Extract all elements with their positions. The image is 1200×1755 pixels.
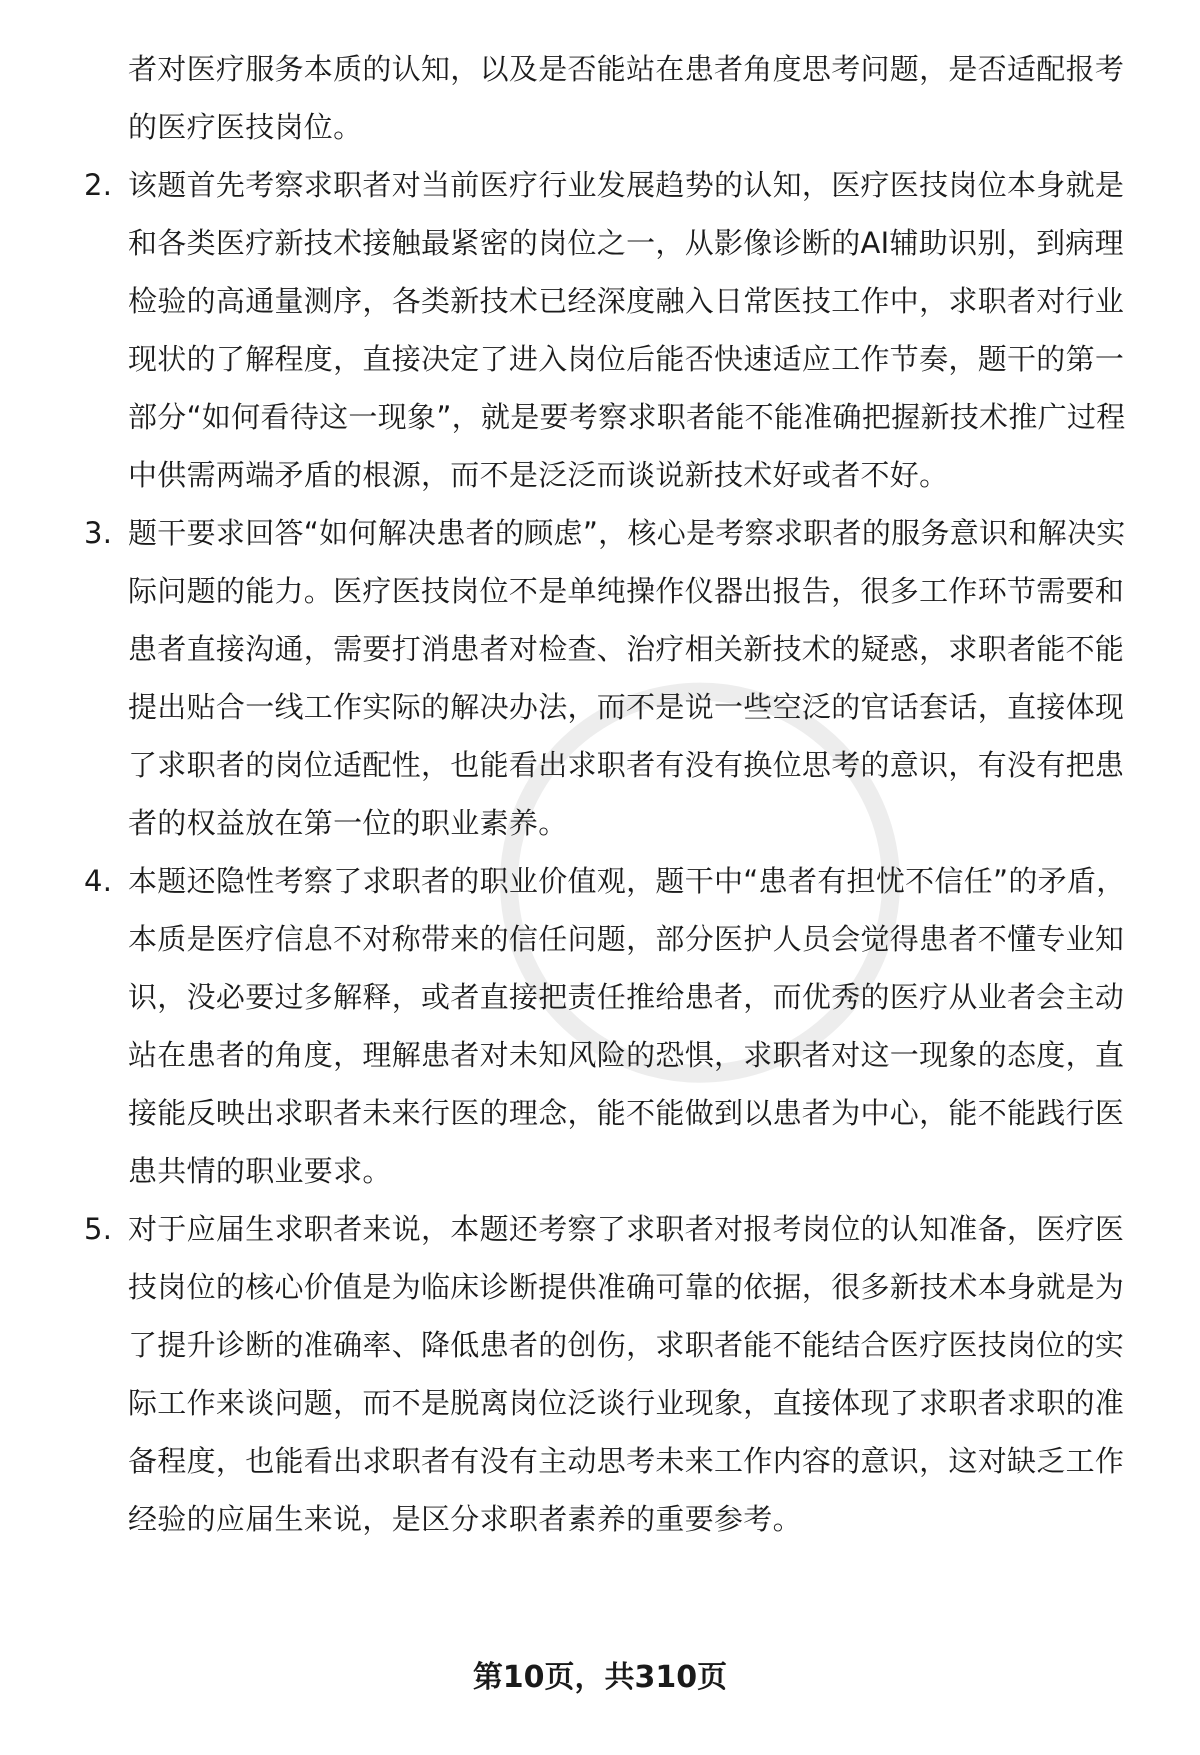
list-item [0,852,1200,1200]
list-item-text: 题干要求回答“如何解决患者的顾虑”，核心是考察求职者的服务意识和解决实际问题的能力。医疗医技岗位不是单纯操作仪器出报告，很多工作环节需要和患者直接沟通，需要打消患者对检查、治疗相关新技术的疑惑，求职者能不能提出贴合一线工作实际的解决办法，而不是说一些空泛的官话套话，直接体现了求职者的岗位适配性，也能看出求职者有没有换位思考的意识，有没有把患者的权益放在第一位的职业素养。 [128,516,1126,840]
list-item-number: 4. [84,864,113,898]
page-footer: 第10页，共310页 [472,1660,728,1695]
list-item-number: 3. [84,516,113,550]
list-item [0,1200,1200,1548]
document-body [0,40,1200,1548]
list-item-text: 该题首先考察求职者对当前医疗行业发展趋势的认知，医疗医技岗位本身就是和各类医疗新技术接触最紧密的岗位之一，从影像诊断的AI辅助识别，到病理检验的高通量测序，各类新技术已经深度融入日常医技工作中，求职者对行业现状的了解程度，直接决定了进入岗位后能否快速适应工作节奏，题干的第一部分“如何看待这一现象”，就是要考察求职者能不能准确把握新技术推广过程中供需两端矛盾的根源，而不是泛泛而谈说新技术好或者不好。 [128,168,1126,492]
list-item-number: 5. [84,1212,113,1246]
list-item [0,504,1200,852]
list-item [0,156,1200,504]
list-item-text: 本题还隐性考察了求职者的职业价值观，题干中“患者有担忧不信任”的矛盾，本质是医疗信息不对称带来的信任问题，部分医护人员会觉得患者不懂专业知识，没必要过多解释，或者直接把责任推给患者，而优秀的医疗从业者会主动站在患者的角度，理解患者对未知风险的恐惧，求职者对这一现象的态度，直接能反映出求职者未来行医的理念，能不能做到以患者为中心，能不能践行医患共情的职业要求。 [128,864,1126,1188]
intro-continuation-paragraph: 者对医疗服务本质的认知，以及是否能站在患者角度思考问题，是否适配报考的医疗医技岗位。 [128,52,1125,144]
list-item-text: 对于应届生求职者来说，本题还考察了求职者对报考岗位的认知准备，医疗医技岗位的核心价值是为临床诊断提供准确可靠的依据，很多新技术本身就是为了提升诊断的准确率、降低患者的创伤，求职者能不能结合医疗医技岗位的实际工作来谈问题，而不是脱离岗位泛谈行业现象，直接体现了求职者求职的准备程度，也能看出求职者有没有主动思考未来工作内容的意识，这对缺乏工作经验的应届生来说，是区分求职者素养的重要参考。 [128,1212,1125,1536]
list-item-number: 2. [84,168,113,202]
